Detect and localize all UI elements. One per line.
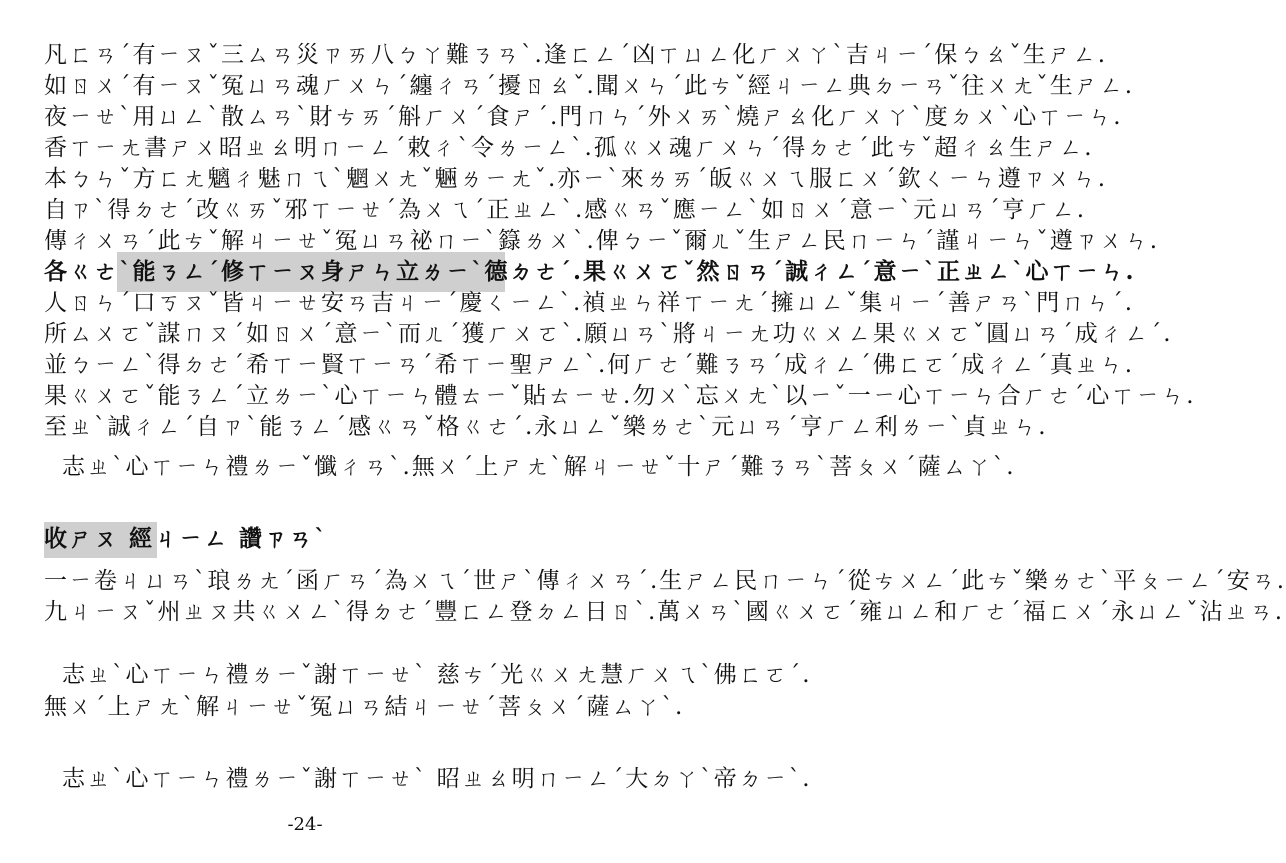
- verse-line: 自ㄗˋ得ㄉㄜˊ改ㄍㄞˇ邪ㄒㄧㄝˊ為ㄨㄟˊ正ㄓㄥˋ.感ㄍㄢˇ應ㄧㄥˋ如ㄖㄨˊ意ㄧˋ元ㄩㄢˊ亨ㄏㄥ.: [44, 197, 1087, 223]
- thanks-line: 志ㄓˋ心ㄒㄧㄣ禮ㄌㄧˇ謝ㄒㄧㄝˋ 慈ㄘˊ光ㄍㄨㄤ慧ㄏㄨㄟˋ佛ㄈㄛˊ.: [62, 662, 812, 688]
- verse-line: 傳ㄔㄨㄢˊ此ㄘˇ解ㄐㄧㄝˇ冤ㄩㄢ祕ㄇㄧˋ籙ㄌㄨˋ.俾ㄅㄧˇ爾ㄦˇ生ㄕㄥ民ㄇㄧㄣˊ謹ㄐㄧㄣˇ遵ㄗㄨㄣ.: [44, 228, 1160, 254]
- verse-line: 至ㄓˋ誠ㄔㄥˊ自ㄗˋ能ㄋㄥˊ感ㄍㄢˇ格ㄍㄜˊ.永ㄩㄥˇ樂ㄌㄜˋ元ㄩㄢˊ亨ㄏㄥ利ㄌㄧˋ貞ㄓㄣ.: [44, 414, 1048, 440]
- section-line: 九ㄐㄧㄡˇ州ㄓㄡ共ㄍㄨㄥˋ得ㄉㄜˊ豐ㄈㄥ登ㄉㄥ日ㄖˋ.萬ㄨㄢˋ國ㄍㄨㄛˊ雍ㄩㄥ和ㄏㄜˊ福ㄈㄨˊ永ㄩㄥˇ沾ㄓㄢ.: [44, 599, 1285, 625]
- closing-line: 志ㄓˋ心ㄒㄧㄣ禮ㄌㄧˇ懺ㄔㄢˋ.無ㄨˊ上ㄕㄤˋ解ㄐㄧㄝˇ十ㄕˊ難ㄋㄢˋ菩ㄆㄨˊ薩ㄙㄚˋ.: [62, 454, 1016, 480]
- verse-line: 夜ㄧㄝˋ用ㄩㄥˋ散ㄙㄢˋ財ㄘㄞˊ斛ㄏㄨˊ食ㄕˊ.門ㄇㄣˊ外ㄨㄞˋ燒ㄕㄠ化ㄏㄨㄚˋ度ㄉㄨˋ心ㄒㄧㄣ.: [44, 104, 1123, 130]
- verse-line: 本ㄅㄣˇ方ㄈㄤ魑ㄔ魅ㄇㄟˋ魍ㄨㄤˇ魎ㄌㄧㄤˇ.亦ㄧˋ來ㄌㄞˊ皈ㄍㄨㄟ服ㄈㄨˊ欽ㄑㄧㄣ遵ㄗㄨㄣ.: [44, 166, 1108, 192]
- verse-line: 果ㄍㄨㄛˇ能ㄋㄥˊ立ㄌㄧˋ心ㄒㄧㄣ體ㄊㄧˇ貼ㄊㄧㄝ.勿ㄨˋ忘ㄨㄤˋ以ㄧˇ一ㄧ心ㄒㄧㄣ合ㄏㄜˊ心ㄒㄧㄣ.: [44, 383, 1196, 409]
- verse-line: 如ㄖㄨˊ有ㄧㄡˇ冤ㄩㄢ魂ㄏㄨㄣˊ纏ㄔㄢˊ擾ㄖㄠˇ.聞ㄨㄣˊ此ㄘˇ經ㄐㄧㄥ典ㄉㄧㄢˇ往ㄨㄤˇ生ㄕㄥ.: [44, 73, 1135, 99]
- verse-line-highlighted: 各ㄍㄜˋ能ㄋㄥˊ修ㄒㄧㄡ身ㄕㄣ立ㄌㄧˋ德ㄉㄜˊ.果ㄍㄨㄛˇ然ㄖㄢˊ誠ㄔㄥˊ意ㄧˋ正ㄓㄥˋ心ㄒㄧㄣ.: [44, 258, 1136, 285]
- thanks-line: 無ㄨˊ上ㄕㄤˋ解ㄐㄧㄝˇ冤ㄩㄢ結ㄐㄧㄝˊ菩ㄆㄨˊ薩ㄙㄚˋ.: [44, 694, 685, 720]
- thanks-line: 志ㄓˋ心ㄒㄧㄣ禮ㄌㄧˇ謝ㄒㄧㄝˋ 昭ㄓㄠ明ㄇㄧㄥˊ大ㄉㄚˋ帝ㄉㄧˋ.: [62, 766, 812, 792]
- verse-line: 香ㄒㄧㄤ書ㄕㄨ昭ㄓㄠ明ㄇㄧㄥˊ敕ㄔˋ令ㄌㄧㄥˋ.孤ㄍㄨ魂ㄏㄨㄣˊ得ㄉㄜˊ此ㄘˇ超ㄔㄠ生ㄕㄥ.: [44, 135, 1094, 161]
- section-title: 收ㄕㄡ 經ㄐㄧㄥ 讚ㄗㄢˋ: [44, 525, 328, 552]
- page-number: -24-: [287, 814, 323, 835]
- verse-line: 並ㄅㄧㄥˋ得ㄉㄜˊ希ㄒㄧ賢ㄒㄧㄢˊ希ㄒㄧ聖ㄕㄥˋ.何ㄏㄜˊ難ㄋㄢˊ成ㄔㄥˊ佛ㄈㄛˊ成ㄔㄥˊ真ㄓㄣ.: [44, 352, 1135, 378]
- verse-line: 所ㄙㄨㄛˇ謀ㄇㄡˊ如ㄖㄨˊ意ㄧˋ而ㄦˊ獲ㄏㄨㄛˋ.願ㄩㄢˋ將ㄐㄧㄤ功ㄍㄨㄥ果ㄍㄨㄛˇ圓ㄩㄢˊ成ㄔㄥˊ.: [44, 321, 1173, 347]
- verse-line: 凡ㄈㄢˊ有ㄧㄡˇ三ㄙㄢ災ㄗㄞ八ㄅㄚ難ㄋㄢˋ.逢ㄈㄥˊ凶ㄒㄩㄥ化ㄏㄨㄚˋ吉ㄐㄧˊ保ㄅㄠˇ生ㄕㄥ.: [44, 42, 1108, 68]
- section-line: 一ㄧ卷ㄐㄩㄢˋ琅ㄌㄤˊ函ㄏㄢˊ為ㄨㄟˊ世ㄕˋ傳ㄔㄨㄢˊ.生ㄕㄥ民ㄇㄧㄣˊ從ㄘㄨㄥˊ此ㄘˇ樂ㄌㄜˋ平ㄆㄧㄥˊ安ㄢ.: [44, 568, 1286, 594]
- verse-line: 人ㄖㄣˊ口ㄎㄡˇ皆ㄐㄧㄝ安ㄢ吉ㄐㄧˊ慶ㄑㄧㄥˋ.禎ㄓㄣ祥ㄒㄧㄤˊ擁ㄩㄥˇ集ㄐㄧˊ善ㄕㄢˋ門ㄇㄣˊ.: [44, 290, 1135, 316]
